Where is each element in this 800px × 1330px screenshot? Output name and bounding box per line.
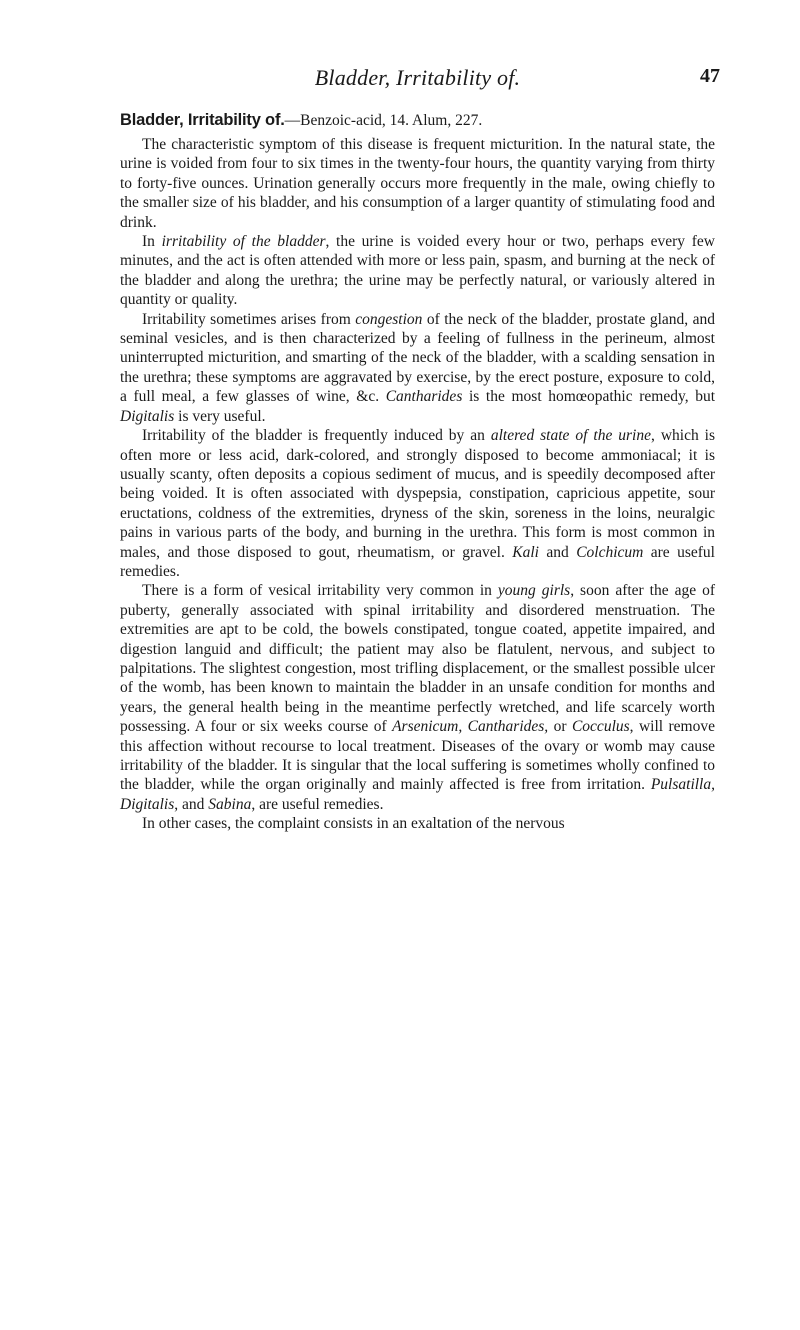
text-run: There is a form of vesical irritability very common in: [142, 582, 498, 600]
italic-text: Digitalis: [120, 407, 175, 425]
text-run: and: [538, 543, 577, 561]
paragraph: [120, 814, 715, 833]
text-run: , will remove this affection without recourse to local treatment. Diseases of the ovary or womb may cause irritability of the bladder. It is singular that the local suffering is sometimes wholly confined to the bladder, while the organ originally and mainly affected is free from irritation.: [120, 718, 715, 794]
text-run: is the most homœopathic remedy, but: [462, 388, 715, 406]
running-title: Bladder, Irritability of.: [314, 65, 521, 90]
entry-term: Bladder, Irritability of.: [120, 111, 285, 129]
italic-text: Colchicum: [576, 543, 644, 561]
italic-text: congestion: [355, 310, 423, 328]
text-run: are useful remedies.: [120, 543, 715, 580]
paragraph: [120, 426, 715, 581]
italic-text: Pulsatilla, Digitalis: [120, 776, 715, 813]
italic-text: Arsenicum, Cantharides,: [392, 718, 549, 736]
italic-text: altered state of the urine: [490, 427, 651, 445]
text-run: In: [142, 233, 162, 251]
italic-text: Cocculus: [571, 718, 630, 736]
paragraph: [120, 581, 715, 814]
page-number: 47: [700, 65, 720, 87]
italic-text: young girls: [497, 582, 571, 600]
text-run: of the neck of the bladder, prostate gland, and seminal vesicles, and is then characterized by a feeling of fullness in the perineum, almost uninterrupted micturition, and smarting of the neck of the bladder, with a scalding sensation in the urethra; these symptoms are aggravated by exercise, by the erect posture, exposure to cold, a full meal, a few glasses of wine, &c.: [120, 310, 715, 406]
book-page: [120, 65, 720, 834]
entry-heading: [120, 109, 715, 132]
text-run: , and: [174, 795, 209, 813]
text-run: , are useful remedies.: [251, 795, 384, 813]
text-run: , which is often more or less acid, dark-colored, and strongly disposed to become ammoniacal; it is usually scanty, often deposits a copious sediment of mucus, and is speedily decomposed after being voided. It is often associated with dyspepsia, constipation, capricious appetite, sour eructations, coldness of the extremities, dryness of the skin, soreness in the loins, neuralgic pains in various parts of the body, and burning in the urethra. This form is most common in males, and those disposed to gout, rheumatism, or gravel.: [120, 427, 716, 561]
text-run: or: [548, 718, 572, 736]
text-run: Irritability sometimes arises from: [142, 310, 356, 328]
paragraph: [120, 232, 715, 310]
body-text: [120, 135, 715, 834]
running-head: [120, 65, 720, 109]
text-run: , soon after the age of puberty, generally associated with spinal irritability and disordered menstruation. The extremities are apt to be cold, the bowels constipated, tongue coated, appetite impaired, and digestion languid and difficult; the patient may also be flatulent, nervous, and subject to palpitations. The slightest congestion, most trifling displacement, or the smallest possible ulcer of the womb, has been known to maintain the bladder in an unsafe condition for months and years, the general health being in the meantime perfectly wretched, and life scarcely worth possessing. A four or six weeks course of: [120, 582, 715, 736]
italic-text: irritability of the bladder: [161, 233, 326, 251]
text-run: The characteristic symptom of this disease is frequent micturition. In the natural state, the urine is voided from four to six times in the twenty-four hours, the quantity varying from thirty to forty-five ounces. Urination generally occurs more frequently in the male, owing chiefly to the smaller size of his bladder, and his consumption of a larger quantity of stimulating food and drink.: [120, 136, 715, 231]
text-run: Irritability of the bladder is frequently induced by an: [142, 427, 491, 445]
italic-text: Sabina: [208, 795, 252, 813]
paragraph: [120, 310, 715, 426]
text-run: In other cases, the complaint consists in an exaltation of the nervous: [142, 815, 565, 833]
paragraph: [120, 135, 715, 232]
text-run: , the urine is voided every hour or two, perhaps every few minutes, and the act is often attended with more or less pain, spasm, and burning at the neck of the bladder and along the urethra; the urine may be perfectly natural, or variously altered in quantity or quality.: [120, 233, 715, 309]
entry-remedy-refs: —Benzoic-acid, 14. Alum, 227.: [284, 112, 483, 129]
text-run: is very useful.: [174, 407, 266, 425]
italic-text: Kali: [512, 543, 539, 561]
italic-text: Cantharides: [385, 388, 463, 406]
